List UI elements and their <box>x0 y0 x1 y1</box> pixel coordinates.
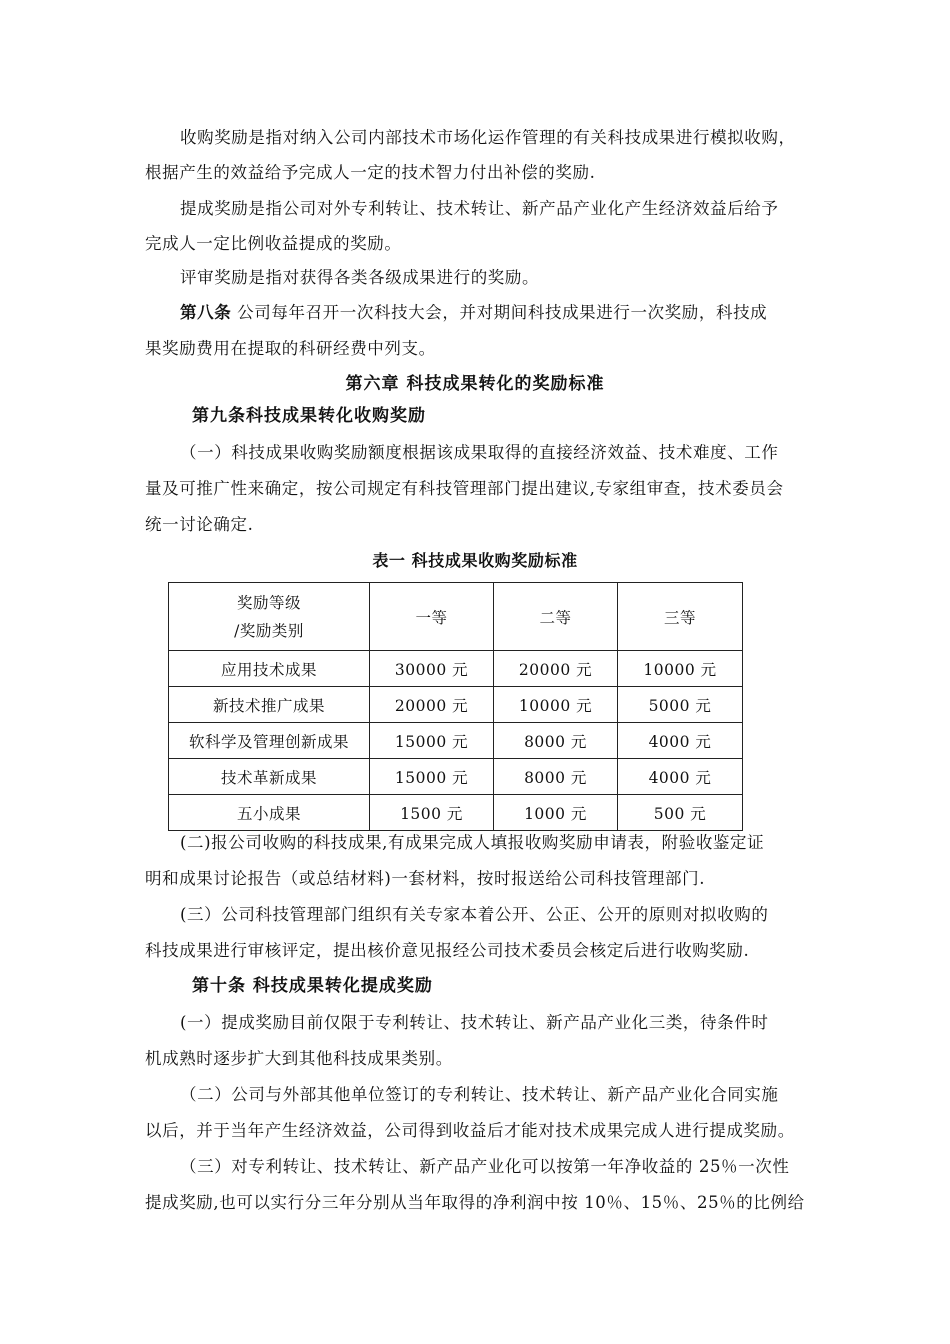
article10-title: 第十条 科技成果转化提成奖励 <box>192 976 433 996</box>
paragraph-line: (一）提成奖励目前仅限于专利转让、技术转让、新产品产业化三类，待条件时 <box>180 1013 769 1032</box>
table-cell: 20000 元 <box>370 687 494 723</box>
table-cell: 15000 元 <box>370 759 494 795</box>
paragraph-line: 根据产生的效益给予完成人一定的技术智力付出补偿的奖励. <box>145 163 596 182</box>
paragraph-line: 评审奖励是指对获得各类各级成果进行的奖励。 <box>180 268 540 287</box>
paragraph-line: (三）公司科技管理部门组织有关专家本着公开、公正、公开的原则对拟收购的 <box>180 905 769 924</box>
table-cell: 30000 元 <box>370 651 494 687</box>
table-cell: 1500 元 <box>370 795 494 831</box>
table-header-cell: 三等 <box>618 583 743 651</box>
table-row <box>169 651 743 687</box>
table-header-category <box>169 583 370 651</box>
table-cell: 10000 元 <box>618 651 743 687</box>
table-caption: 表一 科技成果收购奖励标准 <box>372 551 578 570</box>
table-header-row <box>169 583 743 651</box>
table-header-cell: 二等 <box>494 583 618 651</box>
table-cell-category: 应用技术成果 <box>169 651 370 687</box>
paragraph-line: 收购奖励是指对纳入公司内部技术市场化运作管理的有关科技成果进行模拟收购， <box>180 128 796 147</box>
table-cell: 4000 元 <box>618 723 743 759</box>
article8-label: 第八条 <box>180 303 232 322</box>
table-cell: 15000 元 <box>370 723 494 759</box>
table-row <box>169 723 743 759</box>
article8-text: 公司每年召开一次科技大会，并对期间科技成果进行一次奖励，科技成 <box>237 303 768 322</box>
table-row <box>169 795 743 831</box>
header-line1: 奖励等级 <box>236 593 301 612</box>
paragraph-line: 以后，并于当年产生经济效益，公司得到收益后才能对技术成果完成人进行提成奖励。 <box>145 1121 795 1140</box>
paragraph-line: 完成人一定比例收益提成的奖励。 <box>145 234 402 253</box>
article9-title: 第九条科技成果转化收购奖励 <box>192 406 426 426</box>
table-cell-category: 软科学及管理创新成果 <box>169 723 370 759</box>
paragraph-line: （三）对专利转让、技术转让、新产品产业化可以按第一年净收益的 25％一次性 <box>180 1157 790 1176</box>
table-cell-category: 新技术推广成果 <box>169 687 370 723</box>
table-cell: 5000 元 <box>618 687 743 723</box>
article8-line1 <box>180 302 767 324</box>
table-cell: 20000 元 <box>494 651 618 687</box>
paragraph-line: (二)报公司收购的科技成果,有成果完成人填报收购奖励申请表，附验收鉴定证 <box>180 833 765 852</box>
table-row <box>169 687 743 723</box>
paragraph-line: 量及可推广性来确定，按公司规定有科技管理部门提出建议,专家组审查，技术委员会 <box>145 479 784 498</box>
table-cell-category: 技术革新成果 <box>169 759 370 795</box>
paragraph-line: （二）公司与外部其他单位签订的专利转让、技术转让、新产品产业化合同实施 <box>180 1085 779 1104</box>
table-cell: 8000 元 <box>494 723 618 759</box>
paragraph-line: 科技成果进行审核评定，提出核价意见报经公司技术委员会核定后进行收购奖励. <box>145 941 750 960</box>
table-row <box>169 759 743 795</box>
table-cell: 8000 元 <box>494 759 618 795</box>
paragraph-line: 明和成果讨论报告（或总结材料)一套材料，按时报送给公司科技管理部门. <box>145 869 706 888</box>
header-line2: /奖励类别 <box>234 621 304 640</box>
paragraph-line: 统一讨论确定. <box>145 515 254 534</box>
table-cell: 1000 元 <box>494 795 618 831</box>
paragraph-line: 提成奖励,也可以实行分三年分别从当年取得的净利润中按 10％、15％、25％的比例给 <box>145 1193 805 1212</box>
table-cell: 4000 元 <box>618 759 743 795</box>
table-cell-category: 五小成果 <box>169 795 370 831</box>
article8-line2: 果奖励费用在提取的科研经费中列支。 <box>145 339 436 358</box>
paragraph-line: 机成熟时逐步扩大到其他科技成果类别。 <box>145 1049 453 1068</box>
reward-table <box>168 582 743 831</box>
table-cell: 10000 元 <box>494 687 618 723</box>
table-cell: 500 元 <box>618 795 743 831</box>
paragraph-line: （一）科技成果收购奖励额度根据该成果取得的直接经济效益、技术难度、工作 <box>180 443 779 462</box>
table-header-cell: 一等 <box>370 583 494 651</box>
paragraph-line: 提成奖励是指公司对外专利转让、技术转让、新产品产业化产生经济效益后给予 <box>180 199 779 218</box>
chapter-title: 第六章 科技成果转化的奖励标准 <box>345 374 605 394</box>
